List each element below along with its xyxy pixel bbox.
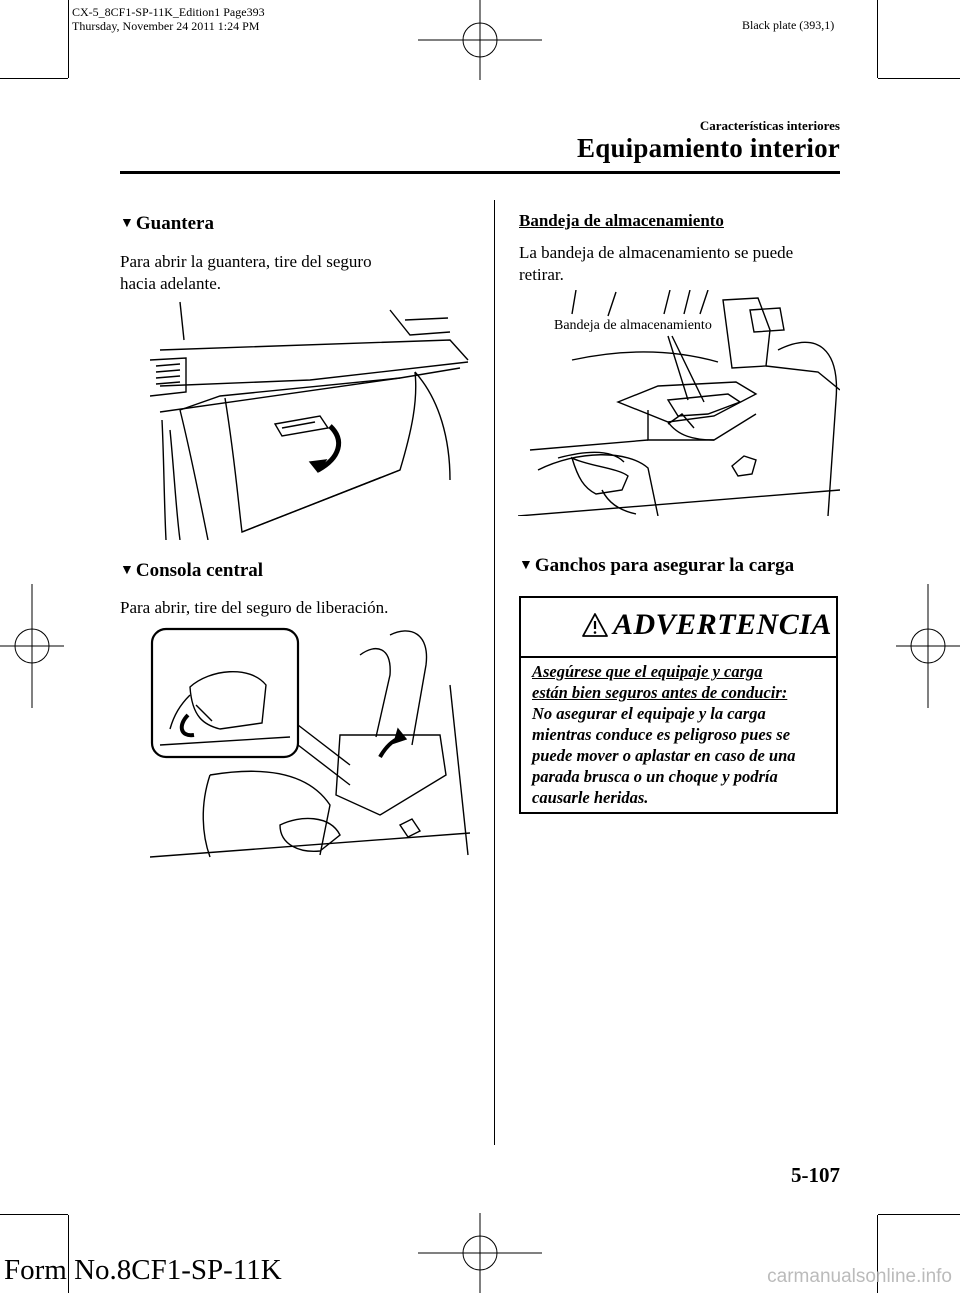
watermark: carmanualsonline.info bbox=[767, 1266, 952, 1287]
file-line: CX-5_8CF1-SP-11K_Edition1 Page393 bbox=[72, 5, 265, 19]
date-line: Thursday, November 24 2011 1:24 PM bbox=[72, 19, 260, 33]
console-illustration bbox=[150, 625, 470, 865]
hooks-heading: ▼ Ganchos para asegurar la carga bbox=[519, 555, 795, 576]
crop-mark bbox=[877, 0, 878, 78]
form-number: Form No.8CF1-SP-11K bbox=[4, 1254, 282, 1286]
column-divider bbox=[494, 200, 495, 1145]
registration-mark-icon bbox=[896, 584, 960, 708]
crop-mark bbox=[878, 1214, 960, 1215]
warning-header bbox=[521, 598, 836, 658]
plate-label: Black plate (393,1) bbox=[742, 18, 835, 32]
glovebox-text: Para abrir la guantera, tire del seguro hacia adelante. bbox=[120, 252, 372, 293]
page-number: 5-107 bbox=[791, 1163, 840, 1187]
crop-mark bbox=[0, 1214, 68, 1215]
tray-text: La bandeja de almacenamiento se puede retirar. bbox=[519, 243, 794, 284]
glovebox-heading: ▼ Guantera bbox=[120, 213, 214, 234]
warning-title: ADVERTENCIA bbox=[613, 608, 832, 641]
glovebox-illustration bbox=[150, 300, 470, 540]
warning-text: Asegúrese que el equipaje y carga están bien seguros antes de conducir: No asegurar el equipaje y la carga mientras conduce es peligroso pues se puede mover o aplastar en caso de una parada brusca o un choque y podría causarle heridas. bbox=[532, 662, 796, 807]
file-info bbox=[72, 5, 265, 33]
triangle-down-icon: ▼ bbox=[120, 216, 134, 231]
registration-mark-icon bbox=[418, 1213, 542, 1293]
section-category: Características interiores bbox=[699, 118, 840, 133]
tray-subheading: Bandeja de almacenamiento bbox=[519, 211, 724, 230]
crop-mark bbox=[878, 78, 960, 79]
warning-triangle-icon bbox=[581, 612, 609, 638]
section-title: Equipamiento interior bbox=[577, 133, 840, 163]
header-rule bbox=[120, 171, 840, 174]
console-text: Para abrir, tire del seguro de liberación. bbox=[120, 598, 389, 617]
crop-mark bbox=[68, 0, 69, 78]
console-heading: ▼ Consola central bbox=[120, 560, 264, 581]
triangle-down-icon: ▼ bbox=[120, 563, 134, 578]
tray-callout: Bandeja de almacenamiento bbox=[554, 318, 712, 333]
triangle-down-icon: ▼ bbox=[519, 558, 533, 573]
registration-mark-icon bbox=[418, 0, 542, 80]
crop-mark bbox=[0, 78, 68, 79]
warning-box bbox=[519, 596, 838, 814]
registration-mark-icon bbox=[0, 584, 64, 708]
